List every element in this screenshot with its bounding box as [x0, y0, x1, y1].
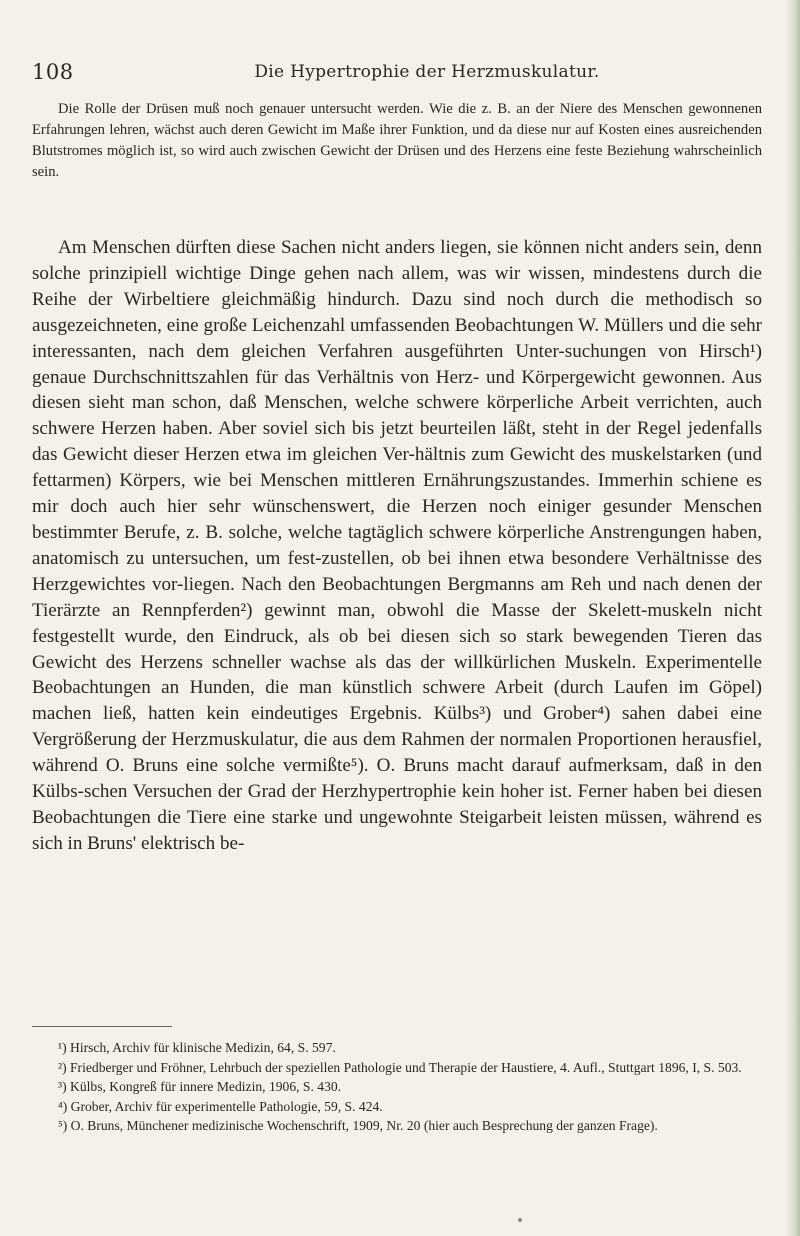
page-edge: [786, 0, 800, 1236]
print-speck: [518, 1218, 522, 1222]
footnote: ⁵) O. Bruns, Münchener medizinische Wochenschrift, 1909, Nr. 20 (hier auch Besprechung der ganzen Frage).: [58, 1118, 658, 1134]
body-text: [32, 235, 762, 857]
footnotes: [32, 1038, 762, 1136]
page-number: 108: [32, 60, 74, 84]
footnote: ⁴) Grober, Archiv für experimentelle Pathologie, 59, S. 424.: [58, 1098, 383, 1114]
footnote: ³) Külbs, Kongreß für innere Medizin, 1906, S. 430.: [58, 1079, 342, 1095]
intro-paragraph: Die Rolle der Drüsen muß noch genauer untersucht werden. Wie die z. B. an der Niere des Menschen gewonnenen Erfahrungen lehren, wächst auch deren Gewicht im Maße ihrer Funktion, und da diese nur auf Kosten eines ausreichenden Blutstromes möglich ist, so wird auch zwischen Gewicht der Drüsen und des Herzens eine feste Beziehung wahrscheinlich sein.: [32, 101, 762, 180]
footnote: ²) Friedberger und Fröhner, Lehrbuch der speziellen Pathologie und Therapie der Haustiere, 4. Aufl., Stuttgart 1896, I, S. 503.: [58, 1059, 742, 1075]
main-paragraph: Am Menschen dürften diese Sachen nicht anders liegen, sie können nicht anders sein, denn solche prinzipiell wichtige Dinge gehen nach allem, was wir wissen, mindestens durch die Reihe der Wirbeltiere gleichmäßig hindurch. Dazu sind noch durch die methodisch so ausgezeichneten, eine große Leichenzahl umfassenden Beobachtungen W. Müllers und die sehr interessanten, nach dem gleichen Verfahren ausgeführten Unter-suchungen von Hirsch¹) genaue Durchschnittszahlen für das Verhältnis von Herz- und Körpergewicht gewonnen. Aus diesen sieht man schon, daß Menschen, welche schwere körperliche Arbeit verrichten, auch schwere Herzen haben. Aber soviel sich bis jetzt beurteilen läßt, steht in der Regel jedenfalls das Gewicht dieser Herzen etwa im gleichen Ver-hältnis zum Gewicht des muskelstarken (und fettarmen) Körpers, wie bei Menschen mittleren Ernährungszustandes. Immerhin schiene es mir doch auch hier sehr wünschenswert, die Herzen noch einiger gesunder Menschen bestimmter Berufe, z. B. solche, welche tagtäglich schwere körperliche Anstrengungen haben, anatomisch zu untersuchen, um fest-zustellen, ob bei ihnen etwa besondere Verhältnisse des Herzgewichtes vor-liegen. Nach den Beobachtungen Bergmanns am Reh und nach denen der Tierärzte an Rennpferden²) gewinnt man, obwohl die Masse der Skelett-muskeln nicht festgestellt wurde, den Eindruck, als ob bei diesen sich so stark bewegenden Tieren das Gewicht des Herzens schneller wachse als das der willkürlichen Muskeln. Experimentelle Beobachtungen an Hunden, die man künstlich schwere Arbeit (durch Laufen im Göpel) machen ließ, hatten kein eindeutiges Ergebnis. Külbs³) und Grober⁴) sahen dabei eine Vergrößerung der Herzmuskulatur, die aus dem Rahmen der normalen Proportionen herausfiel, während O. Bruns eine solche vermißte⁵). O. Bruns macht darauf aufmerksam, daß in den Külbs-schen Versuchen der Grad der Herzhypertrophie kein hoher ist. Ferner haben bei diesen Beobachtungen die Tiere eine starke und ungewohnte Steigarbeit leisten müssen, während es sich in Bruns' elektrisch be-: [32, 237, 762, 854]
running-title: Die Hypertrophie der Herzmuskulatur.: [254, 62, 600, 82]
footnote: ¹) Hirsch, Archiv für klinische Medizin, 64, S. 597.: [58, 1040, 336, 1055]
footnote-divider: [32, 1026, 172, 1027]
page-header: [32, 60, 772, 90]
